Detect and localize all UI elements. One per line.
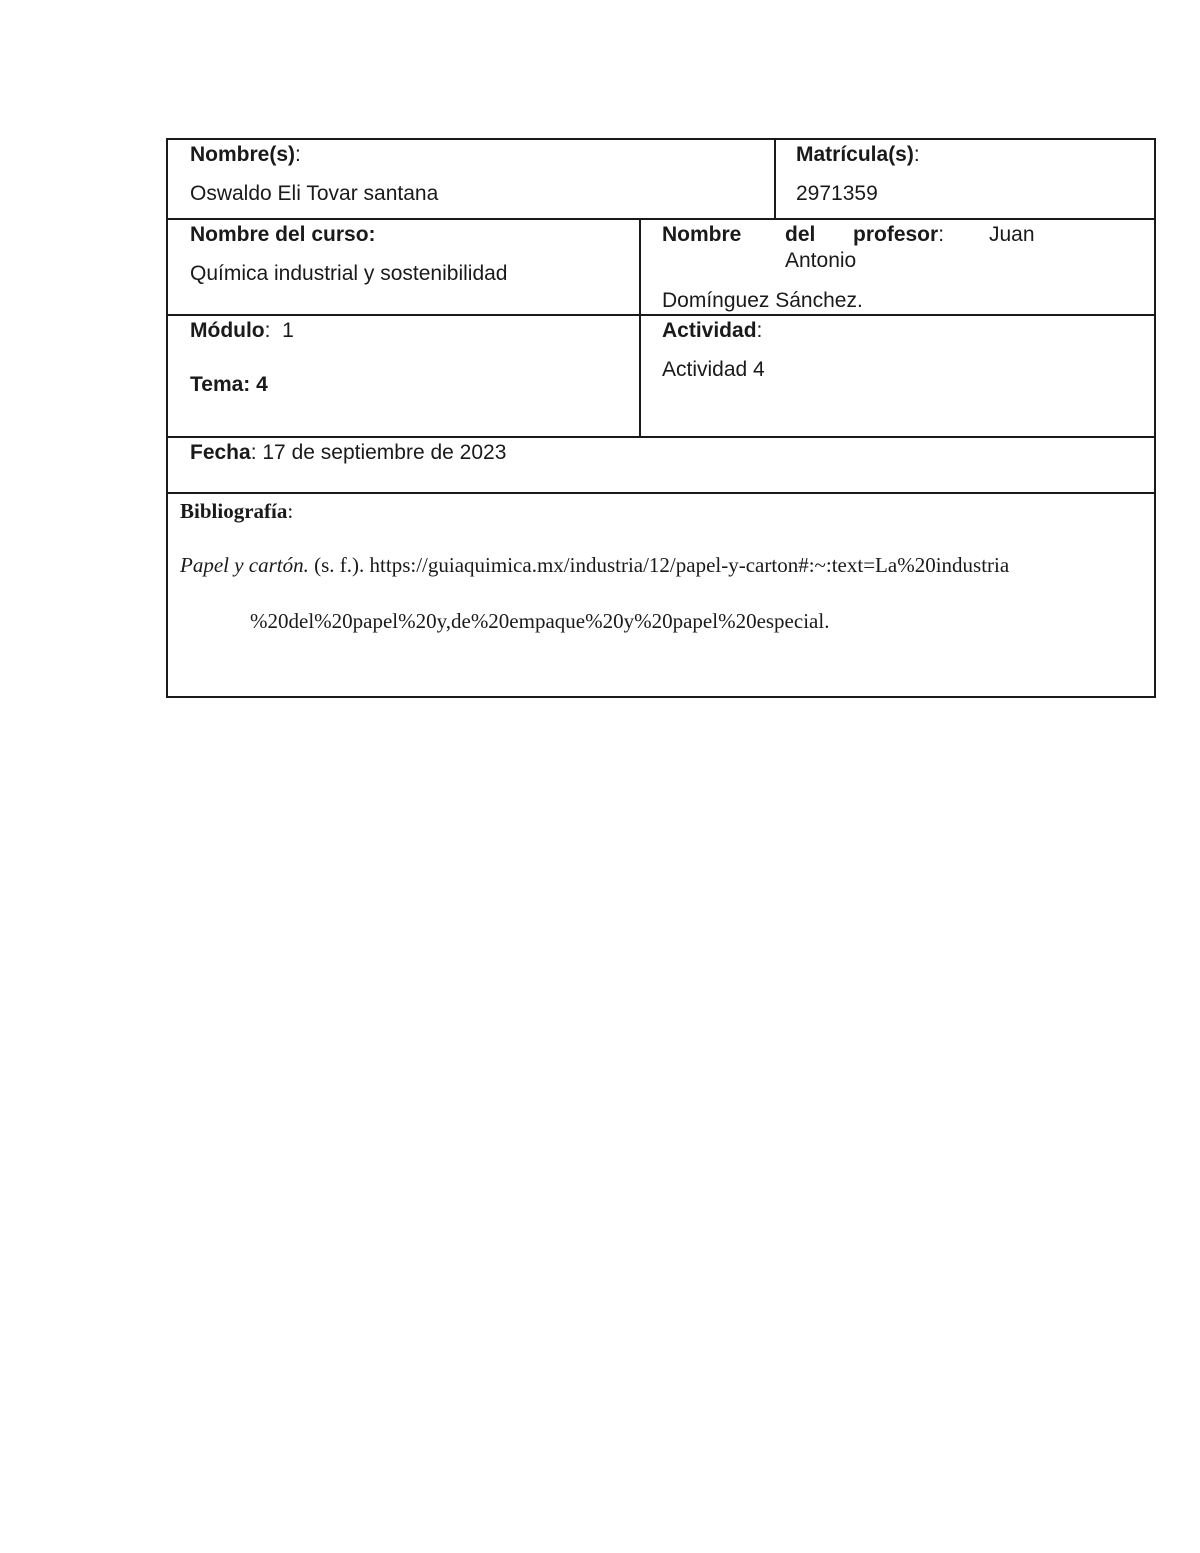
cell-modulo (168, 316, 641, 436)
row-bibliografia (166, 494, 1156, 698)
row-fecha (166, 438, 1156, 494)
cell-matricula (776, 140, 1154, 218)
actividad-value: Actividad 4 (662, 358, 765, 381)
bib-entry-rest: (s. f.). https://guiaquimica.mx/industria/12/papel-y-carton#:~:text=La%20industria (314, 553, 1010, 577)
bibliography-entry (180, 552, 1142, 578)
row-curso-profesor (166, 220, 1156, 316)
matricula-label: Matrícula(s) (796, 143, 914, 166)
cell-profesor (641, 220, 1154, 314)
cell-actividad (641, 316, 1154, 436)
colon: : (287, 499, 294, 523)
row-modulo-actividad (166, 316, 1156, 438)
colon: : (938, 223, 945, 246)
matricula-value: 2971359 (796, 182, 878, 205)
curso-label: Nombre del curso: (190, 223, 376, 246)
profesor-label-word-3: profesor (853, 223, 939, 246)
bibliografia-label: Bibliografía (180, 499, 288, 523)
colon: : (756, 319, 763, 342)
profesor-name-middle: Antonio (785, 249, 857, 272)
profesor-line (662, 222, 1142, 248)
colon: : (913, 143, 920, 166)
nombre-label: Nombre(s) (190, 143, 296, 166)
profesor-label-word-2: del (785, 223, 816, 246)
tema-label: Tema: 4 (190, 373, 268, 396)
actividad-label: Actividad (662, 319, 757, 342)
modulo-label: Módulo (190, 319, 265, 342)
curso-value: Química industrial y sostenibilidad (190, 262, 508, 285)
cell-nombre (168, 140, 776, 218)
cell-fecha (168, 438, 1154, 492)
bib-entry-continuation: %20del%20papel%20y,de%20empaque%20y%20papel%20especial. (250, 609, 830, 633)
nombre-value: Oswaldo Eli Tovar santana (190, 182, 439, 205)
modulo-value: 1 (282, 319, 294, 342)
colon: : (250, 441, 263, 464)
colon: : (264, 319, 283, 342)
cell-curso (168, 220, 641, 314)
fecha-value: 17 de septiembre de 2023 (262, 441, 507, 464)
profesor-label-word-1: Nombre (662, 223, 742, 246)
profesor-name-last: Domínguez Sánchez. (662, 289, 863, 312)
profesor-name-first: Juan (989, 223, 1035, 246)
bib-entry-title: Papel y cartón. (180, 553, 309, 577)
row-nombre-matricula (166, 138, 1156, 220)
colon: : (295, 143, 301, 166)
cell-bibliografia (168, 494, 1154, 634)
fecha-label: Fecha (190, 441, 251, 464)
document-header-table (166, 138, 1156, 698)
